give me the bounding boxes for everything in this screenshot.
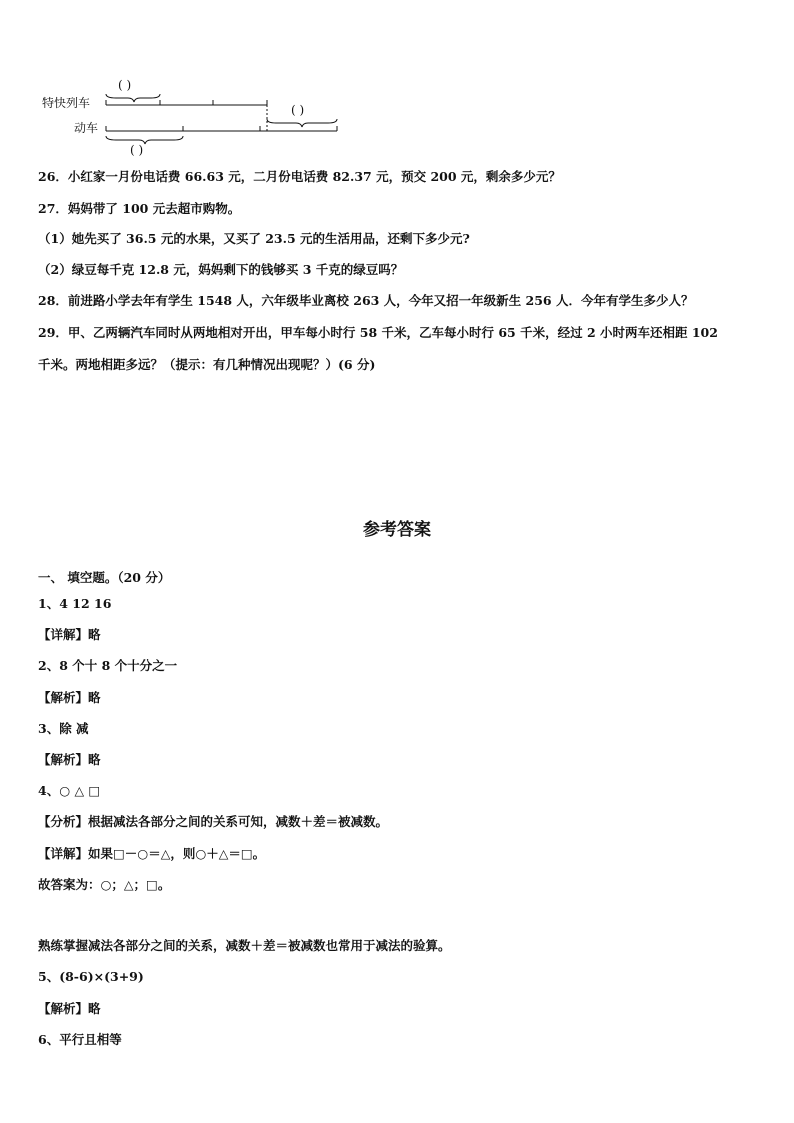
answer-5: 5、(8-6)×(3+9) xyxy=(38,969,144,984)
bullet-train-label: 动车 xyxy=(74,121,99,135)
right-blank: ( ) xyxy=(291,103,305,117)
answers-title: 参考答案 xyxy=(363,520,431,540)
answer-4-detail: 【详解】如果□－○＝△，则○＋△＝□。 xyxy=(38,846,266,861)
answer-1-detail: 【详解】略 xyxy=(38,627,101,642)
question-28: 28．前进路小学去年有学生 1548 人，六年级毕业离校 263 人，今年又招一年级新生 256 人．今年有学生多少人？ xyxy=(38,293,694,308)
answer-4-analysis: 【分析】根据减法各部分之间的关系可知，减数＋差＝被减数。 xyxy=(38,814,389,829)
question-26: 26．小红家一月份电话费 66.63 元，二月份电话费 82.37 元，预交 200 元，剩余多少元？ xyxy=(38,169,561,184)
answer-2: 2、8 个十 8 个十分之一 xyxy=(38,658,178,673)
answer-1: 1、4 12 16 xyxy=(38,596,112,611)
answer-4-conclusion: 故答案为：○；△；□。 xyxy=(38,877,171,892)
answer-3-analysis: 【解析】略 xyxy=(38,752,101,767)
answer-6: 6、平行且相等 xyxy=(38,1032,122,1047)
answer-4: 4、○ △ □ xyxy=(38,783,101,798)
line-segment-diagram xyxy=(36,76,346,156)
answer-4-note: 熟练掌握减法各部分之间的关系，减数＋差＝被减数也常用于减法的验算。 xyxy=(38,938,451,953)
question-27: 27．妈妈带了 100 元去超市购物。 xyxy=(38,201,241,216)
right-brace xyxy=(267,119,337,127)
top-brace xyxy=(106,94,160,102)
express-train-label: 特快列车 xyxy=(42,96,91,110)
answer-5-analysis: 【解析】略 xyxy=(38,1001,101,1016)
question-27-part-2: （2）绿豆每千克 12.8 元，妈妈剩下的钱够买 3 千克的绿豆吗？ xyxy=(38,262,404,277)
question-29-continued: 千米。两地相距多远？（提示：有几种情况出现呢？）(6 分) xyxy=(38,357,376,372)
question-29: 29．甲、乙两辆汽车同时从两地相对开出，甲车每小时行 58 千米，乙车每小时行 65 千米，经过 2 小时两车还相距 102 xyxy=(38,325,718,340)
question-27-part-1: （1）她先买了 36.5 元的水果，又买了 23.5 元的生活用品，还剩下多少元? xyxy=(38,231,470,246)
top-blank: ( ) xyxy=(118,78,132,92)
answer-section-heading: 一、 填空题。（20 分） xyxy=(38,570,171,585)
bottom-brace xyxy=(106,136,183,144)
answer-3: 3、除 减 xyxy=(38,721,89,736)
answer-2-analysis: 【解析】略 xyxy=(38,690,101,705)
bottom-blank: ( ) xyxy=(130,143,144,156)
